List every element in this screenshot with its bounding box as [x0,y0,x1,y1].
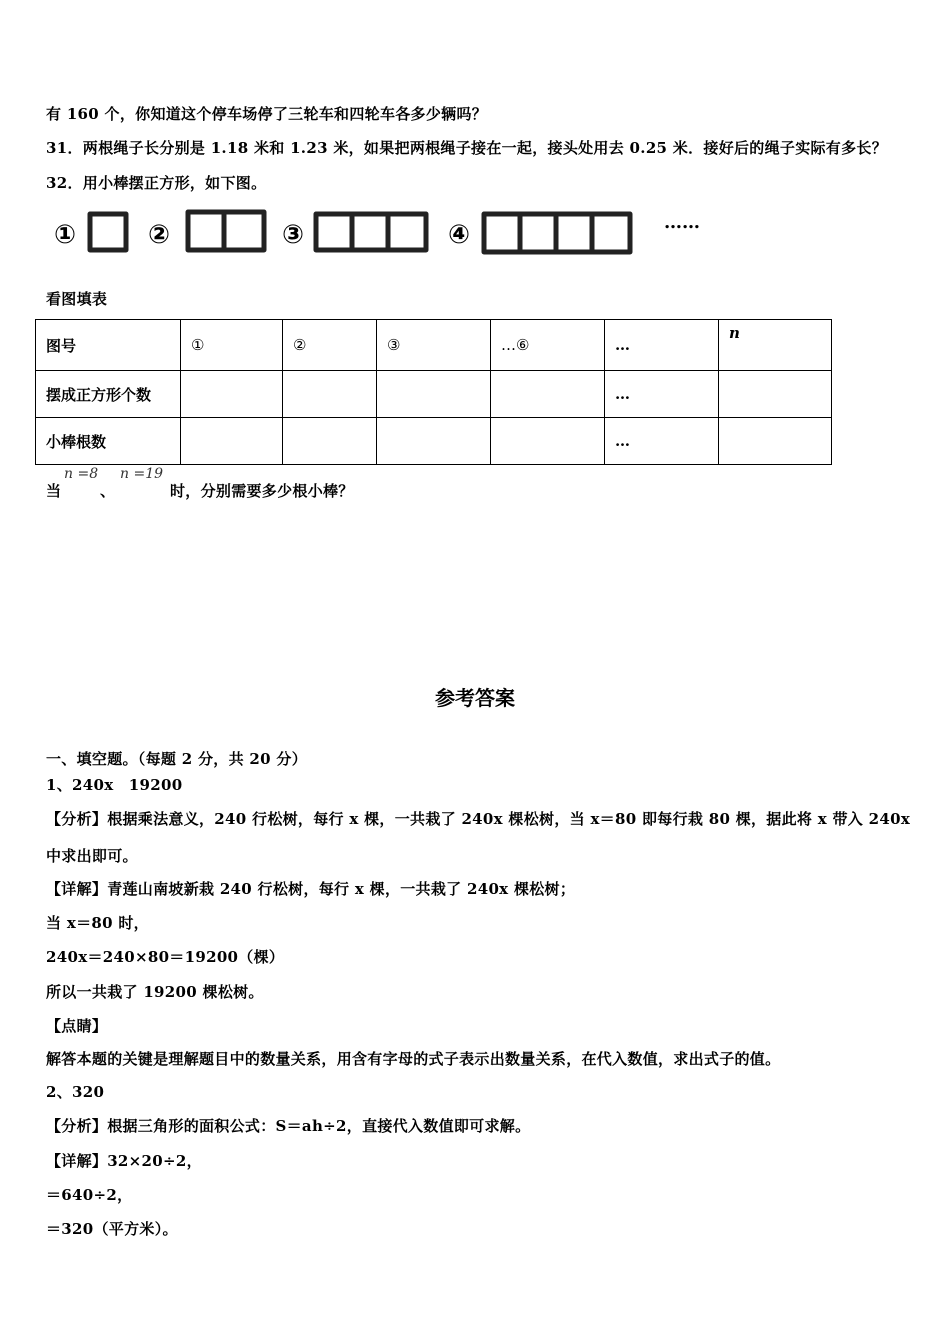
row-header-square-count: 摆成正方形个数 [36,371,181,418]
answer-2-detail-line: ＝320（平方米）。 [46,1220,178,1238]
answer-1-comment: 解答本题的关键是理解题目中的数量关系，用含有字母的式子表示出数量关系，在代入数值，求出式子的值。 [46,1050,781,1068]
answer-title: 参考答案 [435,686,515,710]
answer-2-detail-line: ＝640÷2， [46,1186,133,1204]
formula-n-8: n =8 [64,466,99,482]
square-group-3 [316,214,426,250]
row-header-stick-count: 小棒根数 [36,418,181,465]
square-group-2 [188,212,264,250]
figure-label-3: ③ [282,220,305,250]
answer-1: 1、240x 19200 [46,776,183,794]
answer-2-analysis: 【分析】根据三角形的面积公式：S＝ah÷2，直接代入数值即可求解。 [46,1117,531,1135]
cell-n: n [719,320,832,371]
answer-2-detail: 【详解】32×20÷2， [46,1152,202,1170]
square-group-4 [484,214,630,252]
figure-label-4: ④ [448,220,471,250]
question-30-tail: 有 160 个，你知道这个停车场停了三轮车和四轮车各多少辆吗？ [46,105,488,123]
matchstick-figure [50,200,730,270]
cell [283,371,377,418]
answer-1-comment-heading: 【点睛】 [46,1017,108,1035]
cell [181,418,283,465]
formula-n-19: n =19 [120,466,164,482]
cell: … [605,371,719,418]
cell [491,418,605,465]
cell [719,371,832,418]
question-32-prefix: 当 [46,482,62,500]
cell: ① [181,320,283,371]
cell [283,418,377,465]
cell [181,371,283,418]
cell: … [605,320,719,371]
table-caption: 看图填表 [46,290,108,308]
cell: ③ [377,320,491,371]
answer-1-detail-line: 240x＝240×80＝19200（棵） [46,948,285,966]
question-31: 31．两根绳子长分别是 1.18 米和 1.23 米，如果把两根绳子接在一起，接头处用去 0.25 米．接好后的绳子实际有多长？ [46,139,888,157]
cell [719,418,832,465]
cell [377,418,491,465]
table-row [36,418,832,465]
fill-in-table [35,319,832,465]
answer-1-analysis-cont: 中求出即可。 [46,847,138,865]
cell: … [605,418,719,465]
figure-ellipsis: …… [664,212,700,233]
answer-1-detail-line: 当 x＝80 时， [46,914,149,932]
table-row [36,320,832,371]
answer-1-analysis: 【分析】根据乘法意义，240 行松树，每行 x 棵，一共栽了 240x 棵松树，当 x＝80 即每行栽 80 棵，据此将 x 带入 240x [46,810,911,828]
figure-label-1: ① [54,220,77,250]
answer-1-detail-line: 所以一共栽了 19200 棵松树。 [46,983,264,1001]
answer-1-detail: 【详解】青莲山南坡新栽 240 行松树，每行 x 棵，一共栽了 240x 棵松树； [46,880,576,898]
row-header-figure-number: 图号 [36,320,181,371]
cell: …⑥ [491,320,605,371]
cell: ② [283,320,377,371]
answer-section-heading: 一、填空题。（每题 2 分，共 20 分） [46,750,308,768]
figure-label-2: ② [148,220,171,250]
question-32: 32．用小棒摆正方形，如下图。 [46,174,267,192]
question-32-suffix: 时，分别需要多少根小棒？ [170,482,354,500]
cell [377,371,491,418]
answer-2: 2、320 [46,1083,105,1101]
square-group-1 [90,214,126,250]
cell [491,371,605,418]
table-row [36,371,832,418]
question-32-separator: 、 [100,482,116,500]
